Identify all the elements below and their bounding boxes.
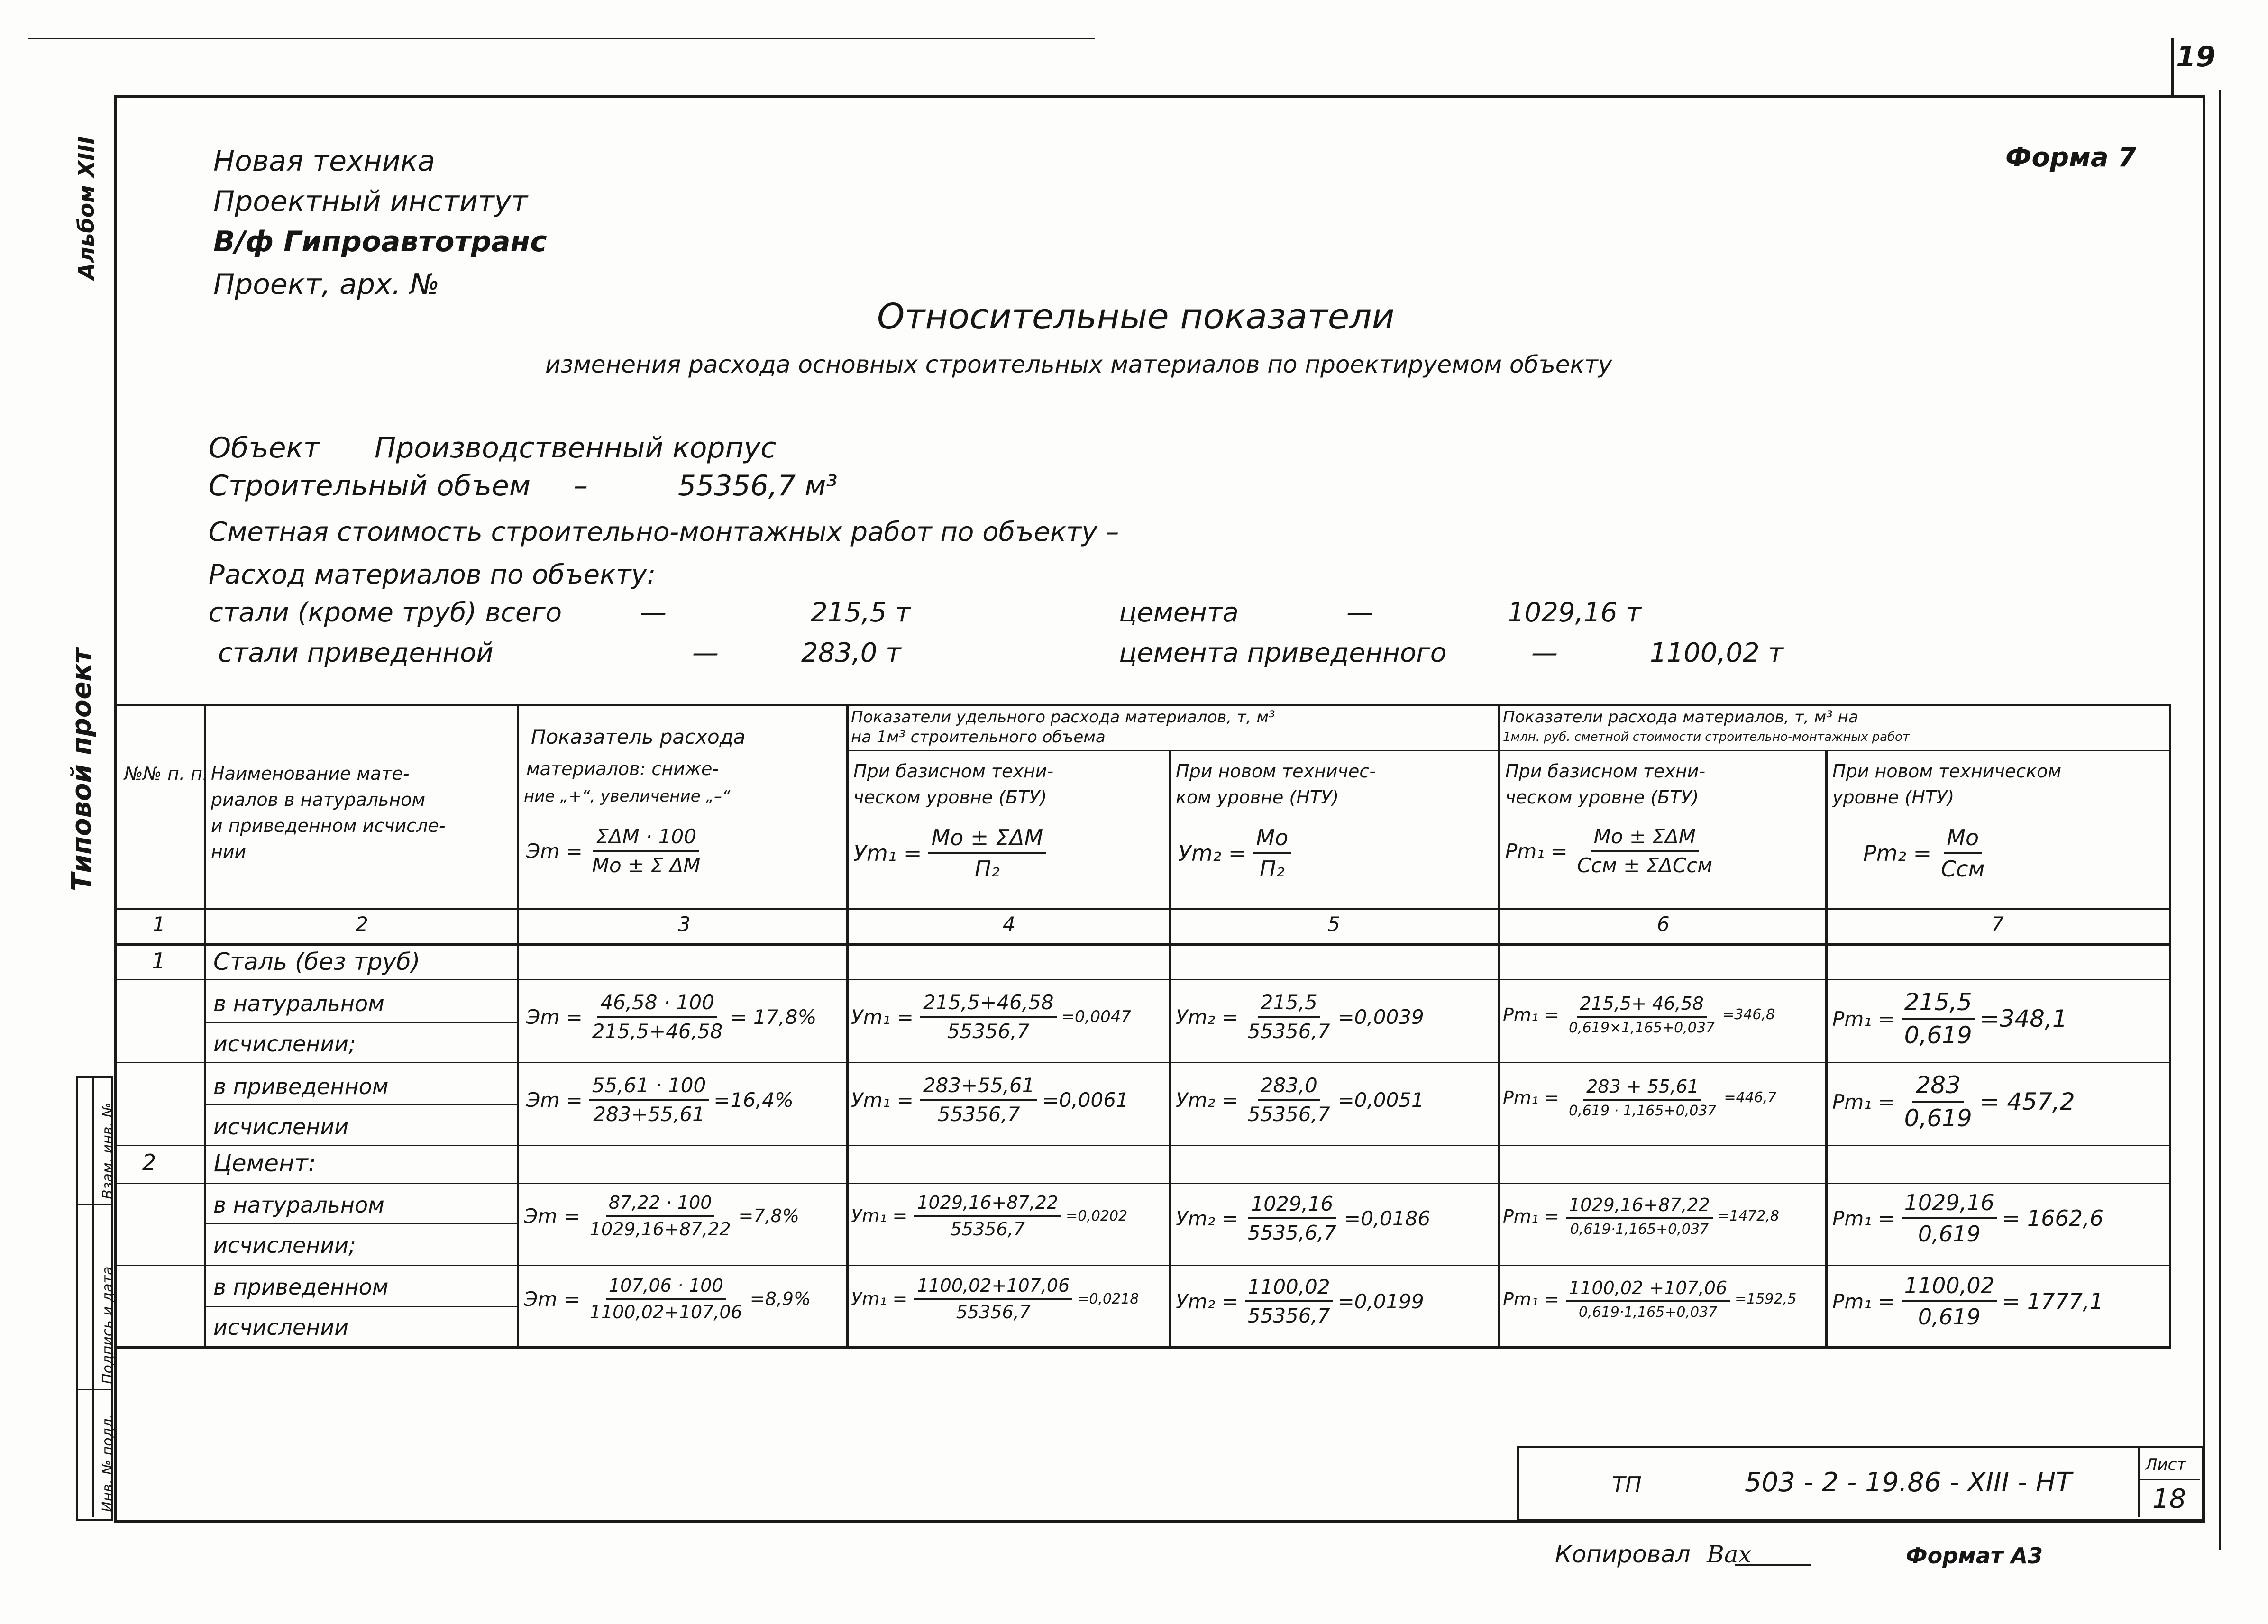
doc-code: 503 - 2 - 19.86 - XIII - НТ	[1745, 1467, 2072, 1498]
group1-material: Сталь (без труб)	[213, 948, 421, 976]
numbers-bottom	[114, 943, 2171, 946]
formula-lhs: Уm₂ =	[1176, 1206, 1238, 1230]
formula-lhs: Уm₁ =	[851, 1288, 908, 1309]
object-value: Производственный корпус	[375, 431, 777, 465]
formula-result: = 1662,6	[2002, 1205, 2103, 1231]
sheet-divider	[2138, 1479, 2200, 1480]
g2r2-c3	[524, 1275, 811, 1323]
dash-1: —	[640, 597, 667, 628]
row-line-4	[114, 1183, 2171, 1184]
formula-lhs: Рm₁ =	[1503, 1205, 1560, 1227]
col4-formula	[853, 825, 1046, 882]
g1r2-c5	[1176, 1074, 1424, 1126]
col7-header-2: уровне (НТУ)	[1832, 787, 1955, 808]
col7-formula-num: Мо	[1944, 825, 1982, 854]
title-block-divider	[2138, 1446, 2140, 1517]
col6-formula	[1505, 825, 1715, 877]
sheet-label: Лист	[2145, 1455, 2186, 1474]
formula-lhs: Эm =	[524, 1287, 580, 1311]
col6-header-1: При базисном техни-	[1505, 761, 1706, 782]
title-sub: изменения расхода основных строительных материалов по проектируемом объекту	[545, 351, 1612, 378]
copied-signature: Вах	[1707, 1541, 1752, 1568]
formula-num: 1100,02+107,06	[914, 1275, 1072, 1300]
g2r1-c5	[1176, 1192, 1430, 1244]
row-line-5	[114, 1265, 2171, 1266]
stamp-field-sign: Подпись и дата	[100, 1266, 116, 1384]
col5-header-1: При новом техничес-	[1176, 761, 1376, 782]
formula-num: 1029,16	[1248, 1192, 1336, 1219]
formula-result: =446,7	[1724, 1089, 1777, 1106]
volume-value: 55356,7 м³	[678, 469, 838, 502]
formula-den: 0,619·1,165+0,037	[1578, 1304, 1718, 1321]
col-line-7	[2169, 704, 2171, 1346]
form-label: Форма 7	[2005, 142, 2137, 173]
group1-no: 1	[152, 948, 166, 974]
group2-material: Цемент:	[213, 1150, 316, 1177]
formula-lhs: Уm₂ =	[1176, 1005, 1238, 1029]
format-label: Формат А3	[1906, 1543, 2043, 1569]
col7-formula-lhs: Рm₂ =	[1863, 840, 1932, 866]
formula-den: 0,619	[1904, 1104, 1972, 1132]
formula-result: =348,1	[1979, 1005, 2067, 1032]
page-number-divider	[2171, 38, 2174, 95]
col-line-5	[1498, 704, 1500, 1346]
steel-total-label: стали (кроме труб) всего	[209, 597, 562, 628]
formula-num: 46,58 · 100	[597, 991, 717, 1018]
formula-lhs: Рm₁ =	[1832, 1206, 1895, 1230]
formula-den: 0,619	[1918, 1304, 1981, 1330]
col-number-4: 4	[1003, 912, 1015, 936]
col5-formula-num: Мо	[1253, 825, 1291, 854]
formula-num: 215,5	[1902, 988, 1975, 1020]
row-line-4a	[204, 1223, 517, 1224]
dash-4: —	[1531, 638, 1558, 668]
formula-den: 0,619 · 1,165+0,037	[1569, 1103, 1717, 1119]
g1r1-c5	[1176, 991, 1424, 1043]
formula-num: 283 + 55,61	[1583, 1076, 1701, 1101]
formula-result: = 457,2	[1979, 1088, 2075, 1115]
cost-line: Сметная стоимость строительно-монтажных работ по объекту –	[209, 517, 1119, 547]
project-type-label: Типовой проект	[66, 648, 97, 891]
col-line-3	[846, 704, 849, 1346]
col7-formula	[1863, 825, 1987, 882]
col2-header-4: нии	[211, 841, 247, 862]
group2-no: 2	[142, 1150, 156, 1175]
col3-header-3: ние „+“, увеличение „–“	[524, 787, 731, 806]
formula-den: 1100,02+107,06	[589, 1302, 742, 1323]
col4-header-2: ческом уровне (БТУ)	[853, 787, 1047, 808]
col3-formula-num: ΣΔМ · 100	[593, 825, 699, 852]
group67-header-2: 1млн. руб. сметной стоимости строительно-монтажных работ	[1503, 730, 1910, 744]
signature-stroke	[1735, 1564, 1811, 1566]
g1r2-label-2: исчислении	[213, 1114, 349, 1140]
g1r2-c3	[526, 1074, 794, 1126]
formula-num: 1100,02	[1902, 1273, 1997, 1302]
cement-reduced-label: цемента приведенного	[1119, 638, 1446, 668]
col7-header-1: При новом техническом	[1832, 761, 2062, 782]
col-line-1	[204, 704, 206, 1346]
g1r1-c4	[851, 991, 1131, 1043]
g2r1-c4	[851, 1192, 1127, 1240]
formula-lhs: Рm₁ =	[1503, 1004, 1560, 1025]
col6-formula-lhs: Рm₁ =	[1505, 839, 1568, 863]
g1r2-c4	[851, 1074, 1129, 1126]
col5-formula-den: П₂	[1259, 856, 1285, 882]
title-main: Относительные показатели	[877, 296, 1395, 337]
stamp-div-1	[76, 1204, 113, 1205]
formula-den: 55356,7	[956, 1302, 1031, 1323]
formula-result: =0,0051	[1337, 1088, 1424, 1112]
album-label: Альбом XIII	[73, 136, 99, 280]
formula-lhs: Уm₂ =	[1176, 1289, 1238, 1313]
cement-value: 1029,16 т	[1508, 597, 1641, 628]
formula-num: 87,22 · 100	[606, 1192, 715, 1217]
formula-lhs: Уm₁ =	[851, 1205, 908, 1226]
formula-den: 55356,7	[1247, 1103, 1330, 1126]
col4-header-1: При базисном техни-	[853, 761, 1054, 782]
formula-lhs: Рm₁ =	[1832, 1007, 1895, 1031]
formula-den: 1029,16+87,22	[589, 1219, 731, 1240]
org-line-4: Проект, арх. №	[213, 268, 440, 301]
formula-den: 0,619×1,165+0,037	[1569, 1020, 1715, 1036]
formula-lhs: Уm₁ =	[851, 1088, 914, 1112]
formula-den: 55356,7	[937, 1103, 1020, 1126]
group45-header-2: на 1м³ строительного объема	[851, 728, 1106, 747]
col1-header: №№ п. п.	[124, 763, 209, 784]
g1r1-label-1: в натуральном	[213, 991, 384, 1016]
formula-lhs: Рm₁ =	[1503, 1288, 1560, 1310]
col-line-6	[1825, 750, 1828, 1346]
formula-lhs: Рm₁ =	[1832, 1090, 1895, 1113]
g2r2-label-1: в приведенном	[213, 1274, 389, 1300]
dash-2: —	[1346, 597, 1373, 628]
col5-formula	[1178, 825, 1291, 882]
formula-num: 1029,16+87,22	[1566, 1195, 1713, 1219]
col2-header-1: Наименование мате-	[211, 763, 410, 784]
col4-formula-lhs: Уm₁ =	[853, 840, 922, 866]
formula-num: 1029,16	[1902, 1190, 1997, 1219]
formula-num: 1029,16+87,22	[914, 1192, 1061, 1217]
formula-lhs: Эm =	[524, 1204, 580, 1228]
dash-3: —	[692, 638, 719, 668]
formula-den: 55356,7	[950, 1219, 1025, 1240]
formula-result: =0,0039	[1337, 1005, 1424, 1029]
stamp-div-v	[92, 1076, 94, 1517]
g2r1-c6	[1503, 1195, 1779, 1238]
row-line-1a	[204, 1022, 517, 1023]
formula-den: 5535,6,7	[1247, 1221, 1336, 1244]
formula-num: 215,5	[1258, 991, 1320, 1018]
formula-lhs: Эm =	[526, 1005, 583, 1029]
formula-num: 107,06 · 100	[606, 1275, 726, 1300]
formula-den: 215,5+46,58	[592, 1020, 723, 1043]
g2r1-label-1: в натуральном	[213, 1192, 384, 1218]
formula-result: =1472,8	[1717, 1208, 1779, 1224]
steel-reduced-label: стали приведенной	[218, 638, 494, 668]
formula-result: = 17,8%	[730, 1005, 817, 1029]
g2r2-c6	[1503, 1277, 1796, 1321]
formula-lhs: Рm₁ =	[1832, 1289, 1895, 1313]
formula-den: 0,619	[1904, 1022, 1972, 1049]
row-line-5a	[204, 1306, 517, 1307]
object-label: Объект	[209, 431, 320, 465]
stamp-field-inv: Инв. № подл.	[100, 1414, 116, 1512]
formula-result: =346,8	[1722, 1006, 1775, 1023]
formula-num: 283,0	[1258, 1074, 1320, 1101]
g1r2-c6	[1503, 1076, 1777, 1119]
col-number-6: 6	[1657, 912, 1670, 936]
top-rule	[28, 38, 1095, 39]
col3-formula-lhs: Эm =	[526, 839, 583, 863]
g2r1-label-2: исчислении;	[213, 1232, 356, 1258]
col5-header-2: ком уровне (НТУ)	[1176, 787, 1339, 808]
formula-den: 55356,7	[1247, 1304, 1330, 1327]
formula-result: =0,0218	[1077, 1290, 1139, 1307]
group-subline	[846, 750, 2171, 751]
col7-formula-den: Ссм	[1941, 856, 1985, 882]
row-line-3	[114, 1145, 2171, 1146]
copied-label: Копировал	[1555, 1541, 1691, 1568]
formula-den: 283+55,61	[593, 1103, 705, 1126]
col6-header-2: ческом уровне (БТУ)	[1505, 787, 1699, 808]
col-line-4	[1169, 750, 1171, 1346]
g2r1-c3	[524, 1192, 799, 1240]
stamp-field-replace: Взам. инв. №	[100, 1103, 116, 1199]
col5-formula-lhs: Уm₂ =	[1178, 840, 1247, 866]
col4-formula-num: Мо ± ΣΔМ	[928, 825, 1046, 854]
col-number-2: 2	[356, 912, 368, 936]
formula-num: 215,5+ 46,58	[1577, 993, 1707, 1018]
g1r1-c6	[1503, 993, 1775, 1036]
formula-num: 1100,02 +107,06	[1566, 1277, 1730, 1302]
row-line-2a	[204, 1104, 517, 1105]
col2-header-3: и приведенном исчисле-	[211, 815, 446, 836]
formula-num: 215,5+46,58	[920, 991, 1057, 1018]
formula-den: 55356,7	[947, 1020, 1030, 1043]
g2r2-c4	[851, 1275, 1139, 1323]
steel-total-value: 215,5 т	[811, 597, 911, 628]
formula-den: 0,619	[1918, 1221, 1981, 1247]
group45-header-1: Показатели удельного расхода материалов, т, м³	[851, 708, 1275, 727]
g1r1-c3	[526, 991, 816, 1043]
col3-formula	[526, 825, 703, 877]
col-number-7: 7	[1991, 912, 2004, 936]
row-line-1	[114, 979, 2171, 980]
formula-num: 283+55,61	[920, 1074, 1038, 1101]
g2r2-c5	[1176, 1275, 1424, 1327]
formula-lhs: Эm =	[526, 1088, 583, 1112]
right-edge-line	[2219, 90, 2221, 1550]
formula-den: 0,619·1,165+0,037	[1570, 1221, 1709, 1238]
org-line-3: В/ф Гипроавтотранс	[213, 225, 547, 258]
cement-label: цемента	[1119, 597, 1239, 628]
formula-lhs: Уm₁ =	[851, 1005, 914, 1029]
col3-header-1: Показатель расхода	[531, 725, 746, 748]
g1r1-c7	[1832, 988, 2067, 1049]
table-bottom	[114, 1346, 2171, 1349]
formula-result: =0,0186	[1344, 1206, 1431, 1230]
col6-formula-den: Ссм ± ΣΔСсм	[1577, 854, 1712, 877]
col-number-1: 1	[153, 912, 165, 936]
col2-header-2: риалов в натуральном	[211, 789, 426, 810]
volume-label: Строительный объем	[209, 469, 531, 502]
formula-num: 283	[1912, 1071, 1963, 1103]
formula-result: =0,0061	[1042, 1088, 1129, 1112]
formula-result: =1592,5	[1735, 1291, 1797, 1307]
col3-formula-den: Мо ± Σ ΔМ	[592, 854, 701, 877]
formula-num: 55,61 · 100	[589, 1074, 709, 1101]
tp-label: ТП	[1612, 1472, 1642, 1497]
consumption-label: Расход материалов по объекту:	[209, 559, 656, 590]
formula-lhs: Уm₂ =	[1176, 1088, 1238, 1112]
col4-formula-den: П₂	[974, 856, 1000, 882]
col6-formula-num: Мо ± ΣΔМ	[1591, 825, 1699, 852]
formula-result: =0,0199	[1337, 1289, 1424, 1313]
steel-reduced-value: 283,0 т	[801, 638, 901, 668]
g1r1-label-2: исчислении;	[213, 1031, 356, 1057]
col-number-3: 3	[678, 912, 691, 936]
page-number: 19	[2176, 40, 2216, 73]
formula-result: =0,0047	[1061, 1007, 1132, 1026]
g2r2-c7	[1832, 1273, 2103, 1330]
table-top	[114, 704, 2171, 706]
sheet-number: 18	[2152, 1484, 2186, 1515]
org-line-1: Новая техника	[213, 145, 435, 178]
g2r1-c7	[1832, 1190, 2103, 1247]
formula-num: 1100,02	[1245, 1275, 1333, 1302]
cement-reduced-value: 1100,02 т	[1650, 638, 1783, 668]
formula-result: =16,4%	[713, 1088, 794, 1112]
formula-result: =0,0202	[1066, 1207, 1128, 1224]
stamp-div-2	[76, 1389, 113, 1390]
col3-header-2: материалов: сниже-	[526, 758, 719, 779]
formula-result: = 1777,1	[2002, 1288, 2103, 1314]
formula-lhs: Рm₁ =	[1503, 1087, 1560, 1108]
col-line-2	[517, 704, 519, 1346]
col-number-5: 5	[1327, 912, 1340, 936]
org-line-2: Проектный институт	[213, 185, 528, 218]
header-bottom	[114, 908, 2171, 910]
formula-result: =8,9%	[750, 1288, 811, 1309]
g1r2-c7	[1832, 1071, 2075, 1132]
g2r2-label-2: исчислении	[213, 1314, 349, 1340]
volume-dash: –	[574, 469, 588, 502]
row-line-2	[114, 1062, 2171, 1063]
group67-header-1: Показатели расхода материалов, т, м³ на	[1503, 708, 1858, 727]
formula-result: =7,8%	[738, 1205, 799, 1226]
formula-den: 55356,7	[1247, 1020, 1330, 1043]
g1r2-label-1: в приведенном	[213, 1074, 389, 1099]
